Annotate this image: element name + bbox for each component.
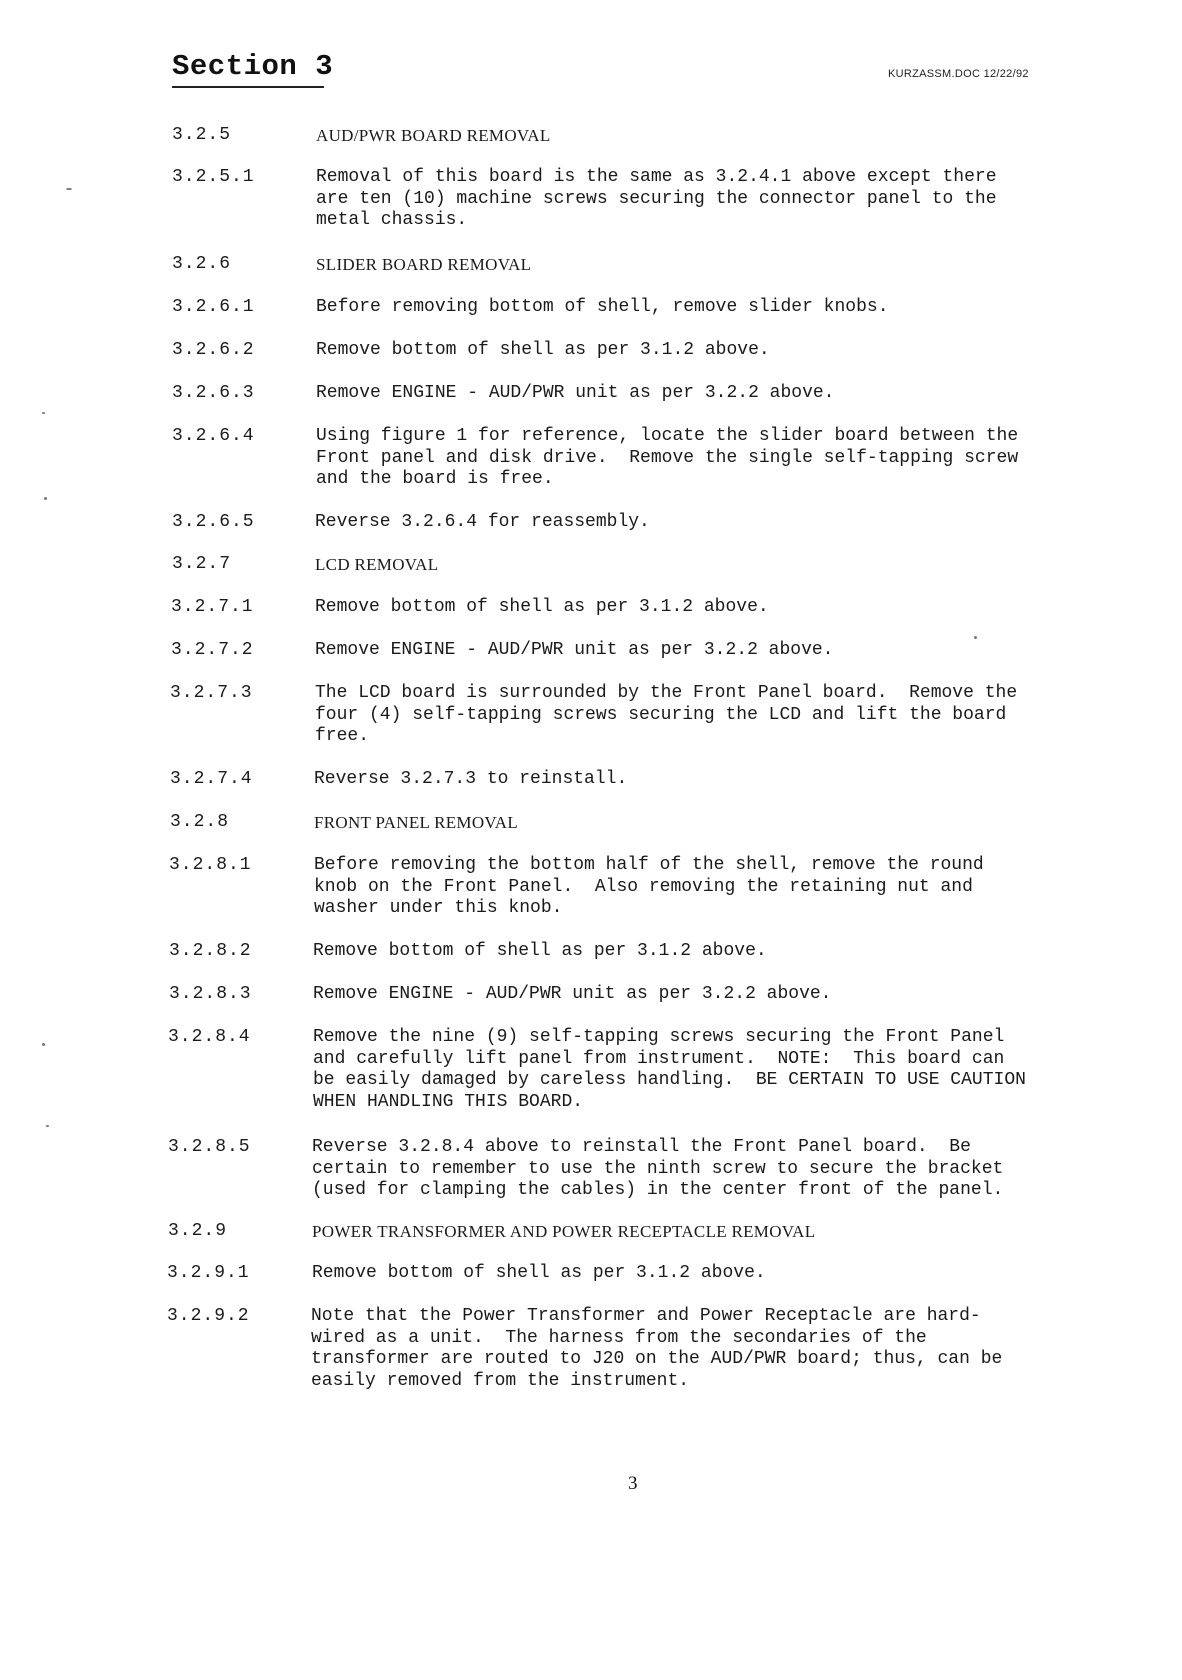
step-number: 3.2.5 [172, 125, 232, 145]
step-text-line: washer under this knob. [314, 898, 563, 918]
step-text-line: Remove ENGINE - AUD/PWR unit as per 3.2.2 above. [315, 640, 834, 660]
step-text-line: certain to remember to use the ninth screw to secure the bracket [312, 1158, 1004, 1179]
step-number: 3.2.6.3 [172, 383, 255, 403]
step-text-line: Before removing bottom of shell, remove slider knobs. [316, 297, 889, 317]
step-heading: LCD REMOVAL [315, 555, 439, 574]
step-number: 3.2.7.2 [171, 640, 254, 660]
step-text-line: free. [315, 726, 370, 746]
page-number: 3 [628, 1473, 638, 1494]
scan-speck [42, 1043, 45, 1046]
step-text-line: knob on the Front Panel. Also removing the retaining nut and [314, 876, 973, 897]
step-text-line: Remove bottom of shell as per 3.1.2 above. [312, 1263, 766, 1283]
step-text-line: Remove bottom of shell as per 3.1.2 above. [313, 941, 767, 961]
step-text-line: Note that the Power Transformer and Power Receptacle are hard- [311, 1306, 981, 1326]
step-text-line: Remove bottom of shell as per 3.1.2 above. [316, 340, 770, 360]
step-text-line: Remove bottom of shell as per 3.1.2 above. [315, 597, 769, 617]
step-number: 3.2.8.2 [169, 941, 252, 961]
step-number: 3.2.7.1 [171, 597, 254, 617]
step-text-line: Removal of this board is the same as 3.2.4.1 above except there [316, 167, 997, 187]
scan-speck [44, 497, 47, 500]
section-title: Section 3 [172, 50, 334, 83]
step-text-line: The LCD board is surrounded by the Front Panel board. Remove the [315, 683, 1018, 703]
step-number: 3.2.6.4 [172, 426, 255, 446]
step-text-line: WHEN HANDLING THIS BOARD. [313, 1091, 584, 1112]
step-text-line: be easily damaged by careless handling. BE CERTAIN TO USE CAUTION [313, 1070, 1026, 1090]
step-text-line: metal chassis. [316, 210, 468, 230]
step-number: 3.2.7 [172, 554, 232, 574]
step-heading: SLIDER BOARD REMOVAL [316, 255, 532, 274]
step-text-line: Remove ENGINE - AUD/PWR unit as per 3.2.2 above. [316, 383, 835, 403]
step-heading: AUD/PWR BOARD REMOVAL [316, 126, 551, 145]
step-number: 3.2.8.1 [169, 855, 252, 875]
step-text-line: Reverse 3.2.6.4 for reassembly. [315, 512, 650, 532]
step-number: 3.2.8 [170, 812, 230, 832]
step-heading: POWER TRANSFORMER AND POWER RECEPTACLE REMOVAL [312, 1222, 816, 1241]
step-text-line: Remove the nine (9) self-tapping screws securing the Front Panel [313, 1027, 1005, 1047]
section-title-underline [172, 86, 324, 88]
step-text-line: and carefully lift panel from instrument. NOTE: This board can [313, 1048, 1005, 1069]
step-number: 3.2.6 [172, 254, 232, 274]
step-text-line: Before removing the bottom half of the shell, remove the round [314, 855, 984, 875]
scan-speck [974, 636, 977, 639]
scan-speck [42, 412, 45, 414]
step-number: 3.2.8.3 [169, 984, 252, 1004]
document-reference: KURZASSM.DOC 12/22/92 [888, 68, 1029, 80]
step-text-line: easily removed from the instrument. [311, 1370, 690, 1391]
step-text-line: Front panel and disk drive. Remove the single self-tapping screw [316, 447, 1019, 468]
step-text-line: Reverse 3.2.8.4 above to reinstall the Front Panel board. Be [312, 1137, 971, 1157]
step-number: 3.2.6.2 [172, 340, 255, 360]
scan-speck [66, 188, 72, 190]
step-text-line: Using figure 1 for reference, locate the slider board between the [316, 426, 1019, 446]
step-text-line: Remove ENGINE - AUD/PWR unit as per 3.2.2 above. [313, 984, 832, 1004]
step-text-line: four (4) self-tapping screws securing the LCD and lift the board [315, 704, 1007, 725]
step-number: 3.2.5.1 [172, 167, 255, 187]
step-number: 3.2.6.5 [172, 512, 255, 532]
step-heading: FRONT PANEL REMOVAL [314, 813, 519, 832]
step-number: 3.2.7.3 [170, 683, 253, 703]
step-text-line: wired as a unit. The harness from the secondaries of the [311, 1327, 927, 1348]
step-number: 3.2.9 [168, 1221, 228, 1241]
step-text-line: transformer are routed to J20 on the AUD/PWR board; thus, can be [311, 1349, 1003, 1369]
step-text-line: and the board is free. [316, 469, 554, 489]
scan-speck [46, 1125, 49, 1127]
step-number: 3.2.8.5 [168, 1137, 251, 1157]
step-number: 3.2.6.1 [172, 297, 255, 317]
step-number: 3.2.8.4 [168, 1027, 251, 1047]
step-text-line: are ten (10) machine screws securing the connector panel to the [316, 188, 997, 209]
step-number: 3.2.9.2 [167, 1306, 250, 1326]
step-text-line: (used for clamping the cables) in the center front of the panel. [312, 1180, 1004, 1200]
step-text-line: Reverse 3.2.7.3 to reinstall. [314, 769, 628, 789]
step-number: 3.2.7.4 [170, 769, 253, 789]
step-number: 3.2.9.1 [167, 1263, 250, 1283]
